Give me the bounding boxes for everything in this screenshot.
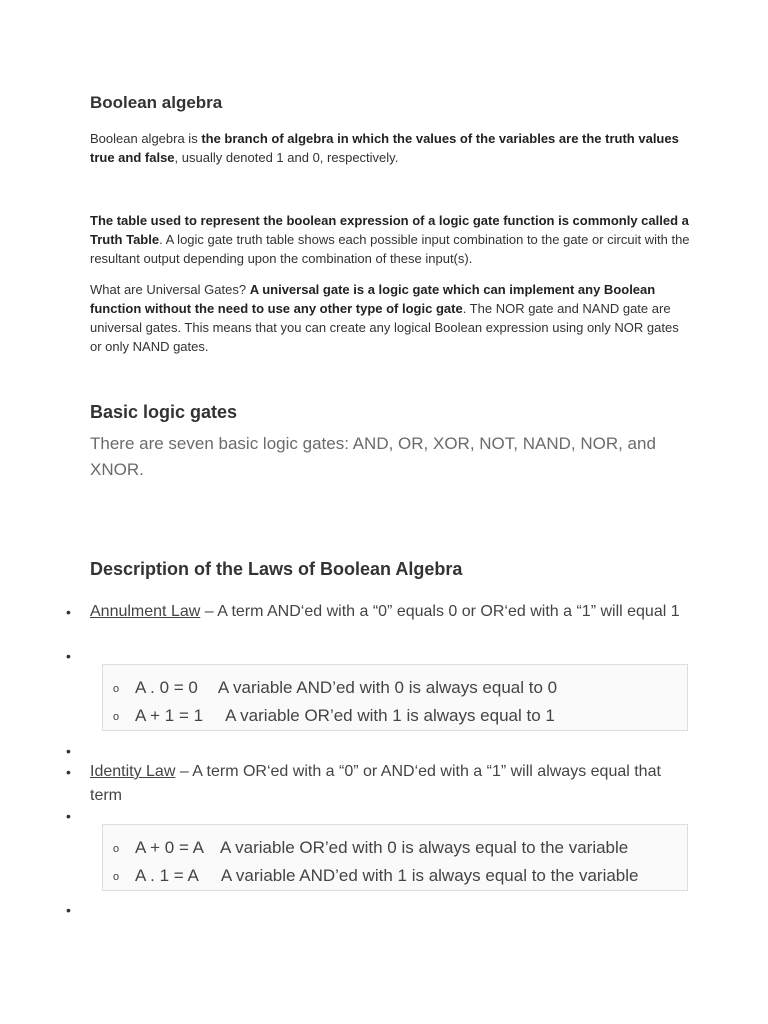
- equation-row: [113, 866, 683, 887]
- equation: A . 1 = A: [135, 866, 199, 885]
- bullet-icon: •: [66, 743, 71, 759]
- paragraph-definition: [90, 129, 690, 167]
- section-title-laws: Description of the Laws of Boolean Algebra: [90, 559, 463, 579]
- sub-bullet-icon: o: [113, 842, 120, 855]
- equation-row: [113, 838, 683, 859]
- law-name-identity: Identity Law: [90, 763, 176, 780]
- equation: A . 0 = 0: [135, 678, 198, 697]
- paragraph-bold-text: A universal gate is a logic gate which can implement any Boolean function without the need to use any other type of logic gate: [90, 282, 656, 316]
- law-text: [90, 760, 680, 808]
- section-title-boolean-algebra: Boolean algebra: [90, 93, 223, 112]
- sub-bullet-icon: o: [113, 682, 120, 695]
- equation-row: [113, 678, 683, 699]
- paragraph-text: Boolean algebra is: [90, 131, 202, 146]
- sub-bullet-icon: o: [113, 870, 120, 883]
- section-title-basic-logic-gates: Basic logic gates: [90, 402, 238, 422]
- equation: A + 1 = 1: [135, 706, 204, 725]
- paragraph-text: . The NOR gate and NAND gate are universal gates. This means that you can create any logical Boolean expression using only NOR gates or only NAND gates.: [90, 301, 679, 354]
- equation-row: [113, 706, 683, 727]
- equation-description: A variable OR’ed with 0 is always equal to the variable: [220, 838, 629, 857]
- bullet-icon: •: [66, 808, 71, 824]
- equation-description: A variable OR’ed with 1 is always equal to 1: [225, 706, 555, 725]
- paragraph-bold-text: The table used to represent the boolean expression of a logic gate function is commonly called a Truth Table: [90, 213, 689, 247]
- paragraph-text: What are Universal Gates?: [90, 282, 250, 297]
- paragraph-text: , usually denoted 1 and 0, respectively.: [174, 150, 399, 165]
- equation-box-annulment: [102, 664, 688, 731]
- equation: A + 0 = A: [135, 838, 205, 857]
- basic-gates-text: There are seven basic logic gates: AND, OR, XOR, NOT, NAND, NOR, and XNOR.: [90, 434, 656, 479]
- bullet-icon: •: [66, 764, 71, 780]
- equation-description: A variable AND’ed with 1 is always equal to the variable: [220, 866, 639, 885]
- paragraph-text: . A logic gate truth table shows each possible input combination to the gate or circuit with the resultant output depending upon the combination of these input(s).: [90, 232, 690, 266]
- law-text: [90, 600, 680, 624]
- bullet-icon: •: [66, 648, 71, 664]
- paragraph-truth-table: [90, 211, 690, 268]
- law-description: – A term OR‘ed with a “0” or AND‘ed with a “1” will always equal that term: [90, 763, 661, 804]
- bullet-icon: •: [66, 604, 71, 620]
- equation-box-identity: [102, 824, 688, 891]
- paragraph-universal-gates: [90, 280, 690, 356]
- bullet-icon: •: [66, 902, 71, 918]
- law-name-annulment: Annulment Law: [90, 603, 201, 620]
- equation-description: A variable AND’ed with 0 is always equal to 0: [217, 678, 558, 697]
- paragraph-bold-text: the branch of algebra in which the values of the variables are the truth values true and false: [90, 131, 679, 165]
- sub-bullet-icon: o: [113, 710, 120, 723]
- law-description: – A term AND‘ed with a “0” equals 0 or OR‘ed with a “1” will equal 1: [200, 603, 680, 620]
